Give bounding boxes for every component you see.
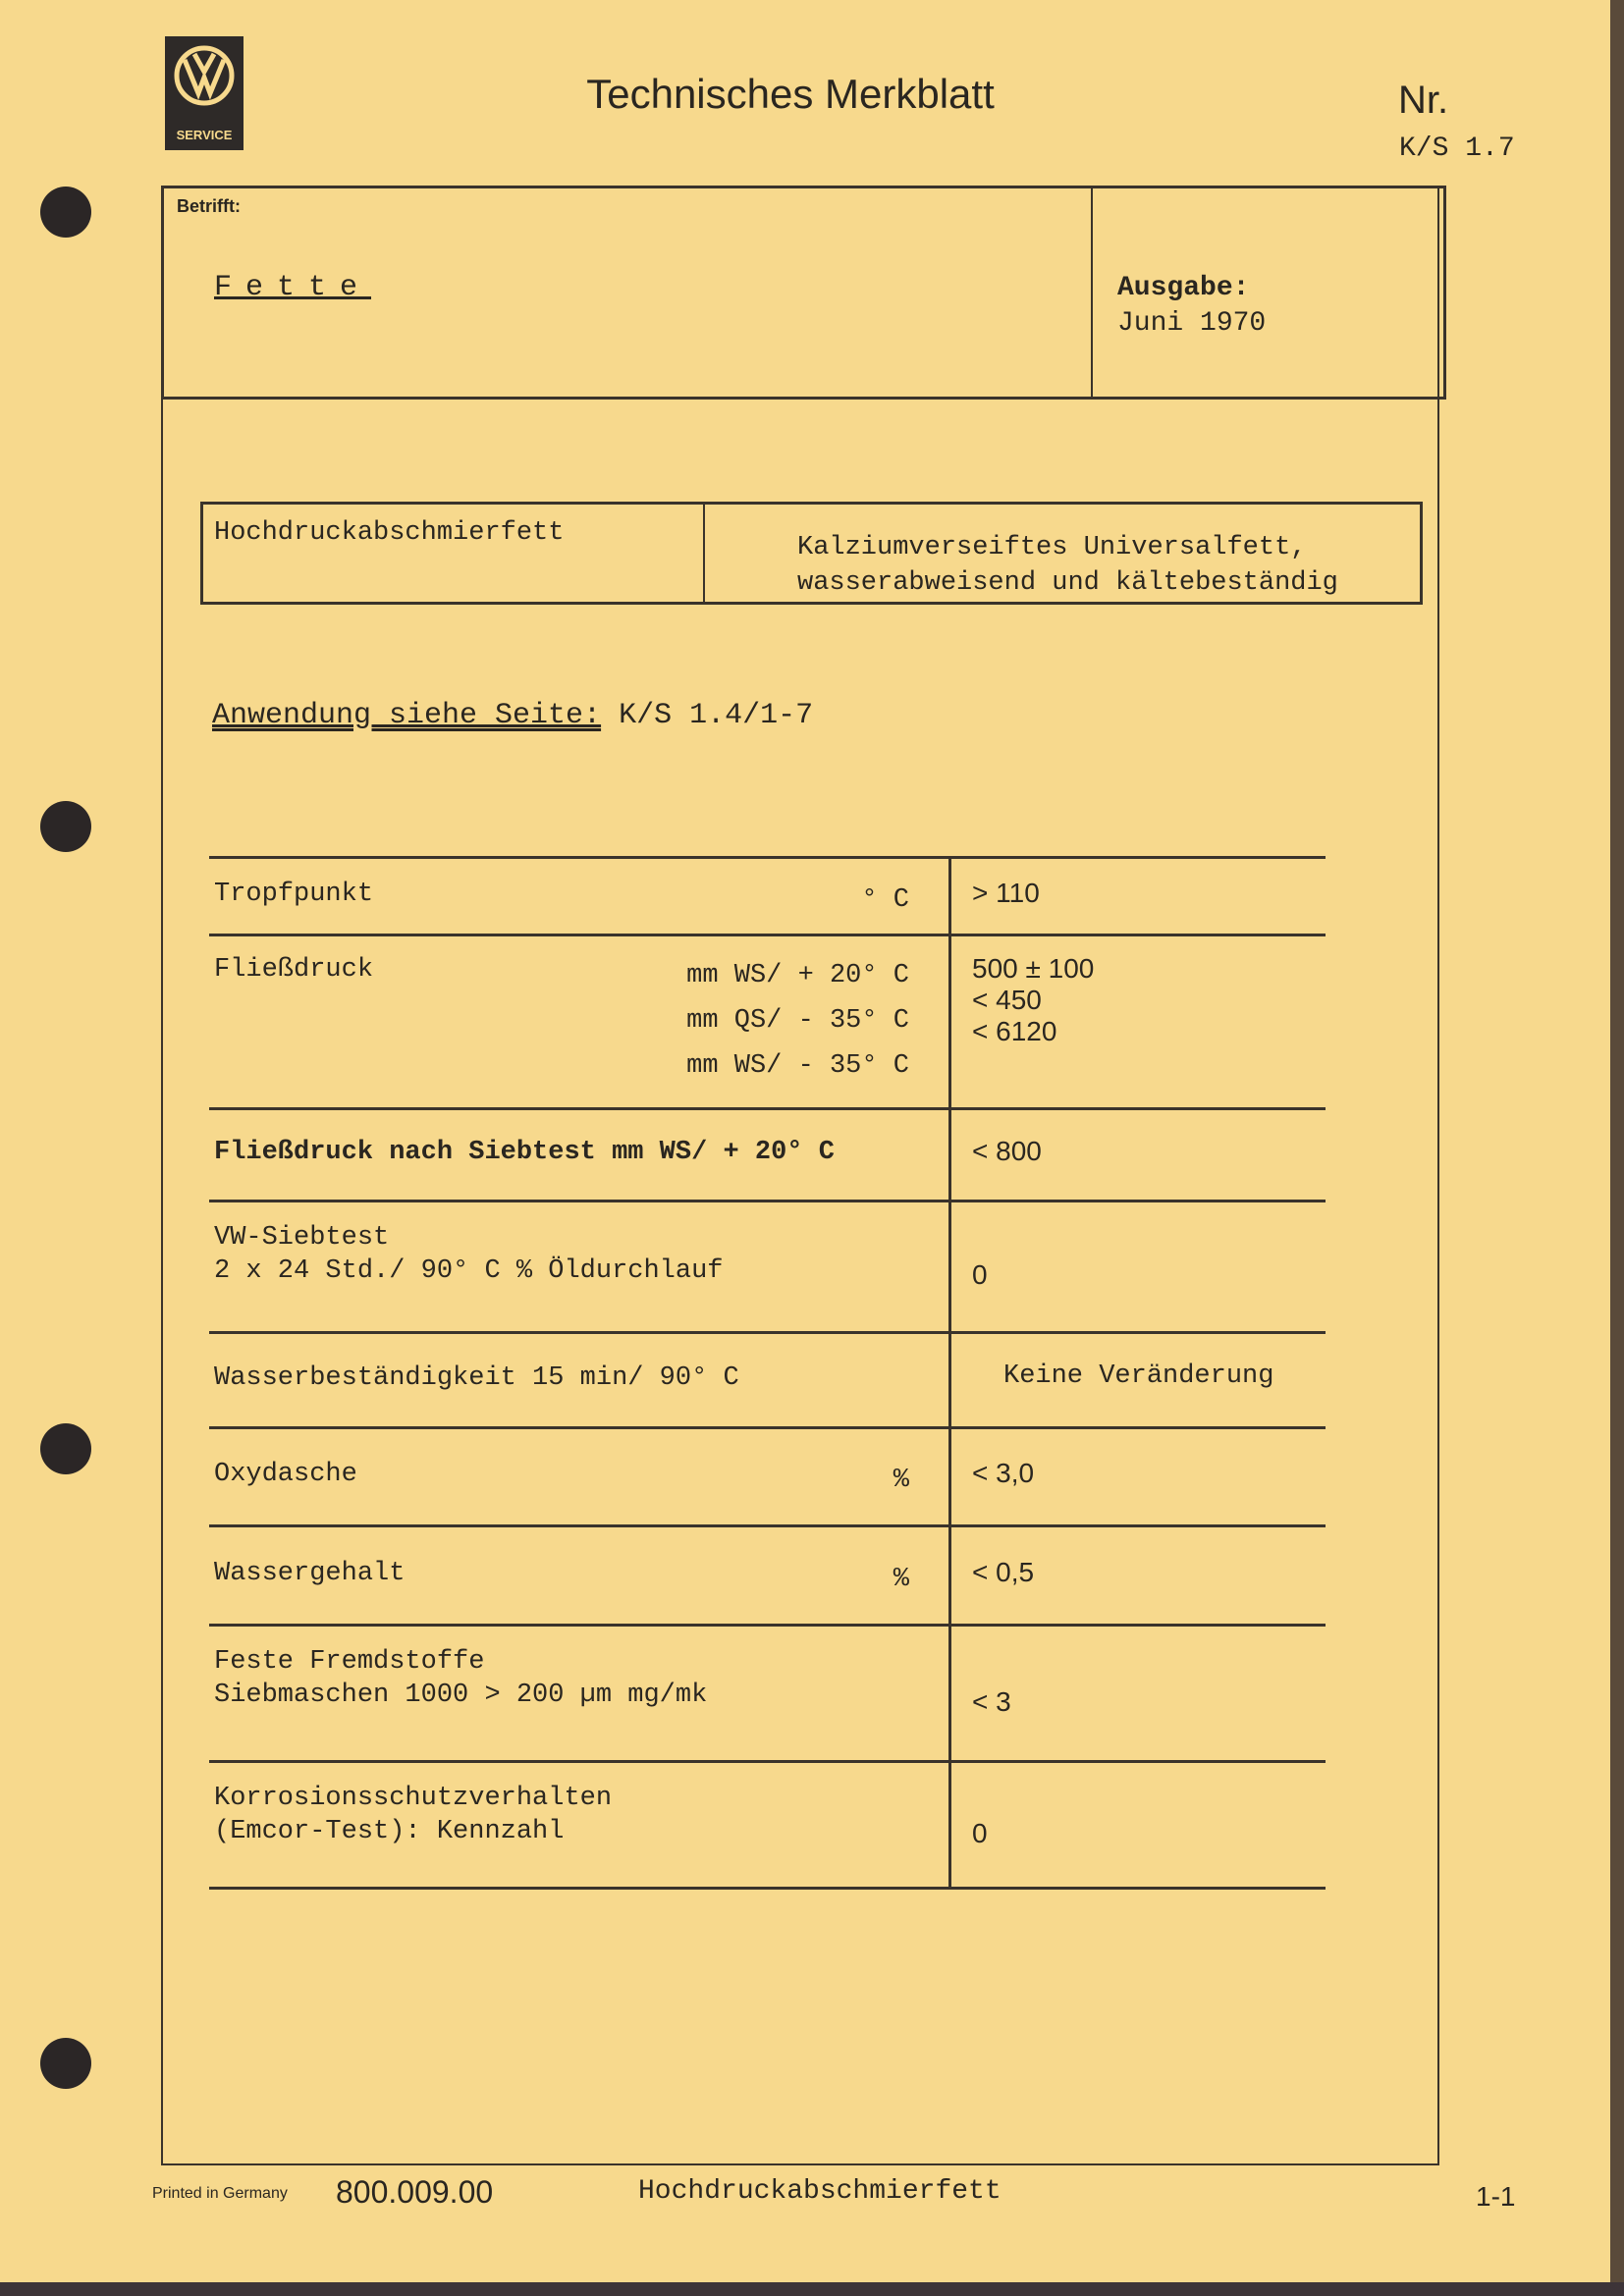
row-label-line: 2 x 24 Std./ 90° C % Öldurchlauf bbox=[214, 1256, 724, 1286]
row-label-line: Wassergehalt bbox=[214, 1558, 406, 1588]
unit-line: % bbox=[893, 1466, 909, 1495]
row-label bbox=[214, 878, 373, 911]
usage-reference bbox=[212, 699, 813, 732]
page-edge-bottom bbox=[0, 2282, 1624, 2296]
page-number: 1-1 bbox=[1476, 2181, 1516, 2212]
unit-line: mm QS/ - 35° C bbox=[686, 1006, 909, 1036]
unit-line: mm WS/ - 35° C bbox=[686, 1051, 909, 1081]
divider bbox=[703, 502, 705, 605]
punch-hole bbox=[40, 2038, 91, 2089]
unit-line: % bbox=[893, 1564, 909, 1594]
nr-label: Nr. bbox=[1398, 79, 1449, 122]
row-value bbox=[972, 1136, 1042, 1167]
row-unit bbox=[893, 1557, 909, 1602]
row-label-line: Fließdruck bbox=[214, 955, 374, 985]
row-value bbox=[972, 1259, 988, 1291]
row-value bbox=[1003, 1362, 1273, 1391]
value-line: 0 bbox=[972, 1259, 988, 1290]
table-rule bbox=[209, 1887, 1326, 1890]
row-unit bbox=[861, 878, 909, 923]
value-line: < 0,5 bbox=[972, 1556, 1035, 1587]
description-line: wasserabweisend und kältebeständig bbox=[797, 568, 1338, 598]
value-line: 500 ± 100 bbox=[972, 953, 1095, 984]
row-label bbox=[214, 1136, 835, 1169]
row-label-line: Oxydasche bbox=[214, 1460, 357, 1489]
vw-logo-icon bbox=[173, 44, 236, 107]
row-value bbox=[972, 953, 1094, 1047]
punch-hole bbox=[40, 1423, 91, 1474]
table-rule bbox=[209, 1760, 1326, 1763]
issue-value: Juni 1970 bbox=[1117, 308, 1267, 339]
row-label-line: Feste Fremdstoffe bbox=[214, 1647, 485, 1677]
value-line: < 450 bbox=[972, 985, 1042, 1015]
punch-hole bbox=[40, 187, 91, 238]
page-frame bbox=[161, 186, 1439, 2165]
row-label-line: Korrosionsschutzverhalten bbox=[214, 1784, 613, 1813]
row-label bbox=[214, 1782, 612, 1848]
value-line: < 800 bbox=[972, 1136, 1042, 1166]
row-value bbox=[972, 1458, 1034, 1489]
value-line: 0 bbox=[972, 1817, 988, 1848]
table-rule bbox=[209, 856, 1326, 859]
form-code: 800.009.00 bbox=[336, 2174, 494, 2210]
row-label-line: VW-Siebtest bbox=[214, 1223, 390, 1253]
row-unit bbox=[686, 953, 909, 1089]
table-rule bbox=[209, 934, 1326, 936]
unit-line: ° C bbox=[861, 884, 909, 915]
row-label-line: (Emcor-Test): Kennzahl bbox=[214, 1817, 565, 1846]
row-label bbox=[214, 1362, 739, 1395]
printed-in: Printed in Germany bbox=[152, 2185, 288, 2202]
value-line: < 3,0 bbox=[972, 1458, 1035, 1488]
row-value bbox=[972, 1557, 1034, 1588]
table-rule bbox=[209, 1200, 1326, 1202]
row-value bbox=[972, 1686, 1011, 1718]
nr-value: K/S 1.7 bbox=[1399, 133, 1515, 164]
row-label-line: Siebmaschen 1000 > 200 µm mg/mk bbox=[214, 1681, 708, 1710]
footer-product: Hochdruckabschmierfett bbox=[638, 2176, 1001, 2207]
value-line: < 3 bbox=[972, 1685, 1011, 1717]
punch-hole bbox=[40, 801, 91, 852]
subject-value: Fette bbox=[214, 271, 372, 304]
row-label bbox=[214, 953, 373, 987]
page-title: Technisches Merkblatt bbox=[586, 71, 995, 117]
table-rule bbox=[209, 1107, 1326, 1110]
value-line: > 110 bbox=[972, 877, 1040, 908]
product-name: Hochdruckabschmierfett bbox=[214, 518, 565, 548]
column-divider bbox=[948, 856, 951, 1887]
vw-service-logo bbox=[165, 36, 244, 150]
table-rule bbox=[209, 1426, 1326, 1429]
unit-line: mm WS/ + 20° C bbox=[686, 961, 909, 990]
subject-label: Betrifft: bbox=[177, 196, 241, 216]
table-rule bbox=[209, 1624, 1326, 1627]
row-label bbox=[214, 1221, 723, 1288]
row-label-line: Tropfpunkt bbox=[214, 879, 374, 909]
value-line: < 6120 bbox=[972, 1016, 1057, 1046]
row-label bbox=[214, 1557, 405, 1590]
page-edge bbox=[1610, 0, 1624, 2296]
usage-label: Anwendung siehe Seite: bbox=[212, 699, 602, 732]
usage-ref: K/S 1.4/1-7 bbox=[619, 699, 814, 732]
table-rule bbox=[209, 1331, 1326, 1334]
issue-info bbox=[1117, 271, 1266, 342]
row-value bbox=[972, 1818, 988, 1849]
description-line: Kalziumverseiftes Universalfett, bbox=[797, 533, 1307, 562]
row-value bbox=[972, 878, 1040, 909]
row-label bbox=[214, 1458, 357, 1491]
row-unit bbox=[893, 1458, 909, 1503]
divider bbox=[1091, 186, 1093, 400]
logo-text: SERVICE bbox=[176, 128, 233, 142]
product-description bbox=[797, 530, 1338, 601]
row-label bbox=[214, 1645, 707, 1712]
row-label-line: Wasserbeständigkeit 15 min/ 90° C bbox=[214, 1362, 739, 1393]
issue-label: Ausgabe: bbox=[1117, 273, 1250, 303]
table-rule bbox=[209, 1524, 1326, 1527]
row-label-line: Fließdruck nach Siebtest mm WS/ + 20° C bbox=[214, 1138, 835, 1167]
value-line: Keine Veränderung bbox=[1003, 1361, 1274, 1391]
